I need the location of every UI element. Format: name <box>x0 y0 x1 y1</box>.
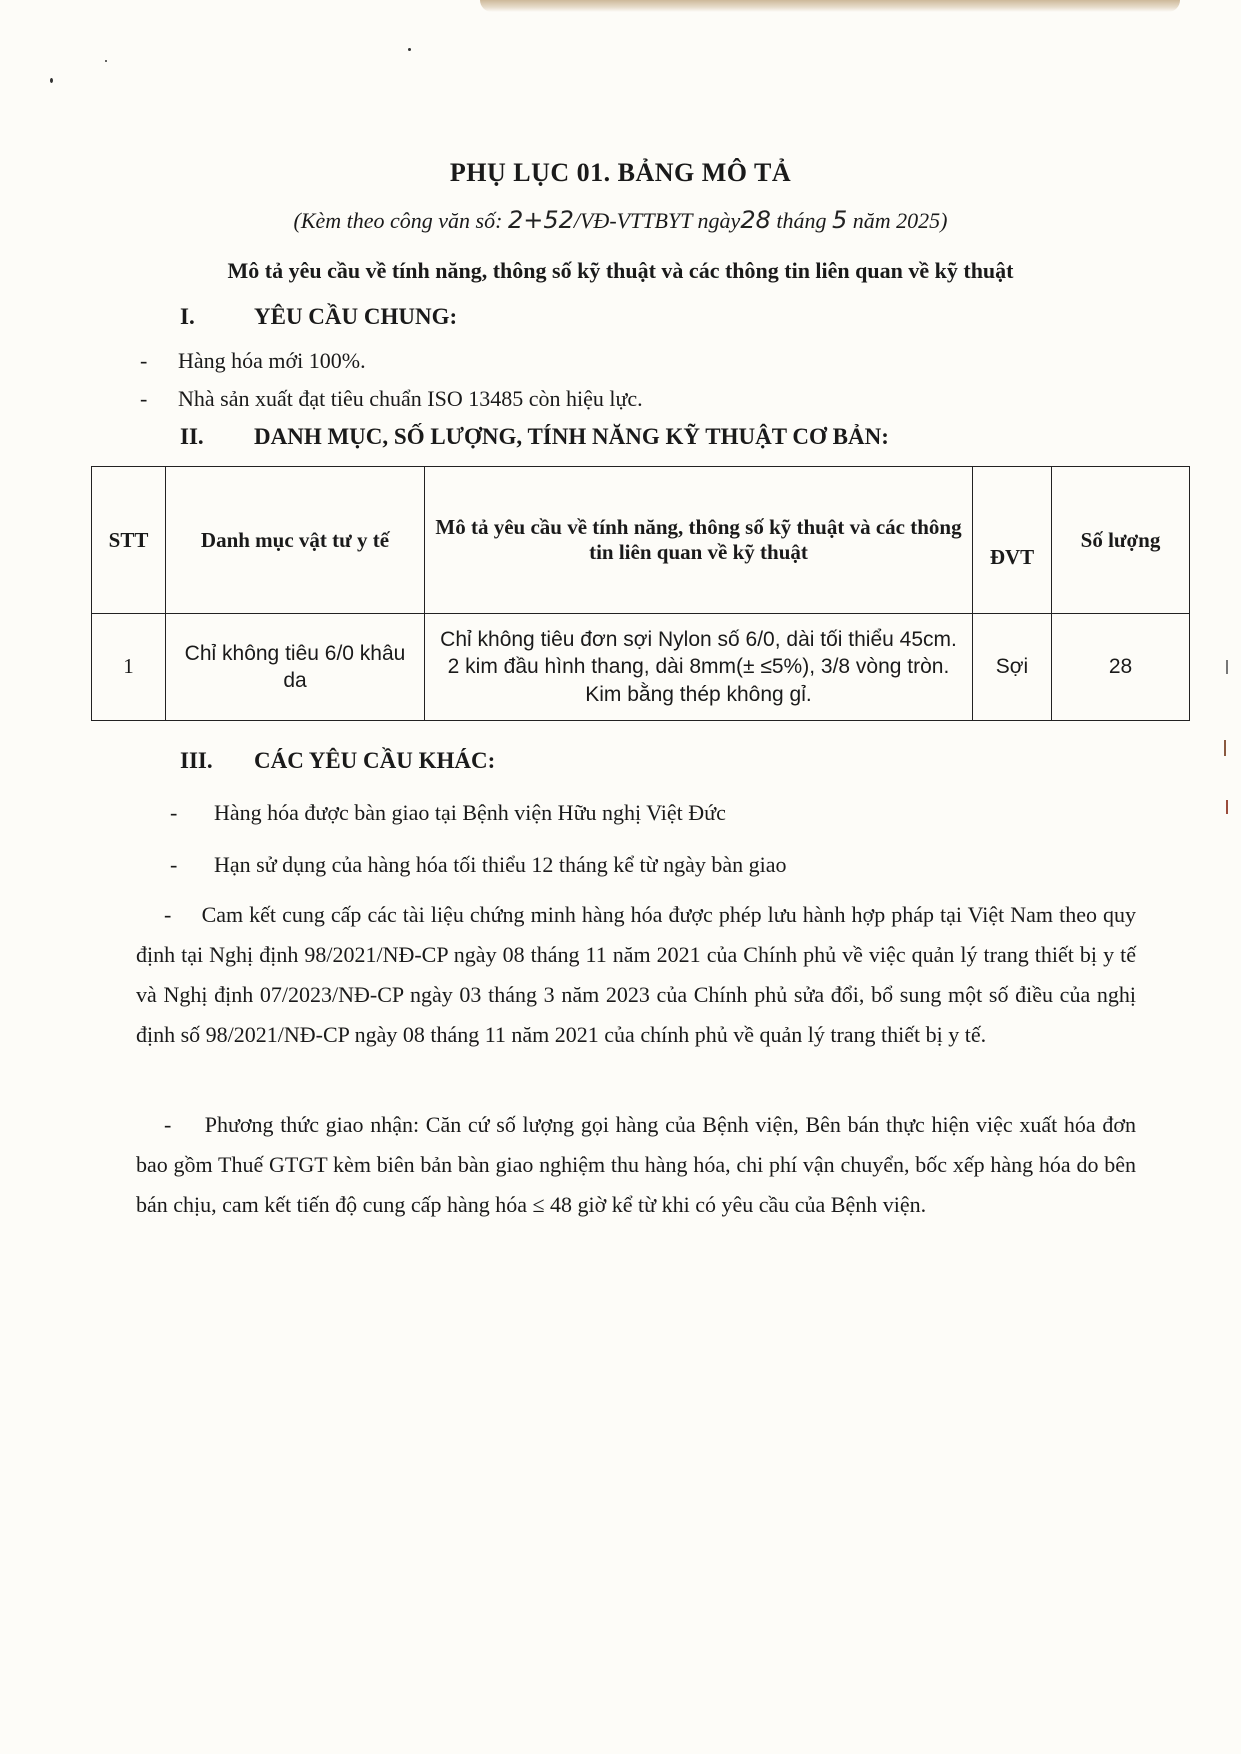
paper-edge-shadow <box>480 0 1180 12</box>
subtitle-month-label: tháng <box>776 208 827 233</box>
list-dash: - <box>170 800 178 825</box>
paragraph-text: Cam kết cung cấp các tài liệu chứng minh hàng hóa được phép lưu hành hợp pháp tại Việt Nam theo quy định tại Nghị định 98/2021/NĐ-CP ngày 08 tháng 11 năm 2021 của Chính phủ về việc quản lý trang thiết bị y tế và Nghị định 07/2023/NĐ-CP ngày 03 tháng 3 năm 2023 của Chính phủ sửa đổi, bổ sung một số điều của nghị định số 98/2021/NĐ-CP ngày 08 tháng 11 năm 2021 của chính phủ về quản lý trang thiết bị y tế. <box>136 902 1137 1047</box>
list-item-text: Nhà sản xuất đạt tiêu chuẩn ISO 13485 còn hiệu lực. <box>178 386 643 411</box>
section-3-number: III. <box>180 748 213 773</box>
subtitle-doc-suffix: /VĐ-VTTBYT ngày <box>573 208 741 233</box>
section-2-title: DANH MỤC, SỐ LƯỢNG, TÍNH NĂNG KỸ THUẬT CƠ BẢN: <box>254 424 889 449</box>
margin-scan-mark <box>1226 660 1240 674</box>
section-3-title: CÁC YÊU CẦU KHÁC: <box>254 748 496 773</box>
section-1-number: I. <box>180 304 195 329</box>
section-2-heading <box>180 424 889 450</box>
document-subtitle <box>0 206 1241 234</box>
handwritten-day: 28 <box>740 206 771 234</box>
list-item-text: Hạn sử dụng của hàng hóa tối thiểu 12 tháng kể từ ngày bàn giao <box>214 852 787 877</box>
subtitle-prefix: (Kèm theo công văn số: <box>293 208 503 233</box>
cell-item-name: Chỉ không tiêu 6/0 khâu da <box>166 614 425 721</box>
scan-speck <box>408 48 411 51</box>
margin-scan-mark <box>1224 740 1240 756</box>
section-3-heading <box>180 748 495 774</box>
table-header-row <box>92 467 1190 614</box>
header-description: Mô tả yêu cầu về tính năng, thông số kỹ thuật và các thông tin liên quan về kỹ thuật <box>425 467 973 614</box>
header-item-name: Danh mục vật tư y tế <box>166 467 425 614</box>
cell-quantity: 28 <box>1052 614 1190 721</box>
scan-speck <box>50 78 53 83</box>
paragraph <box>136 895 1136 1055</box>
cell-unit: Sợi <box>973 614 1052 721</box>
list-item-text: Hàng hóa mới 100%. <box>178 348 366 373</box>
cell-description: Chỉ không tiêu đơn sợi Nylon số 6/0, dài tối thiểu 45cm. 2 kim đầu hình thang, dài 8mm(± ≤5%), 3/8 vòng tròn. Kim bằng thép không gỉ. <box>425 614 973 721</box>
list-item-text: Hàng hóa được bàn giao tại Bệnh viện Hữu nghị Việt Đức <box>214 800 726 825</box>
spec-table <box>91 466 1190 721</box>
document-title: PHỤ LỤC 01. BẢNG MÔ TẢ <box>449 158 792 187</box>
paragraph <box>136 1105 1136 1225</box>
paragraph-text: Phương thức giao nhận: Căn cứ số lượng gọi hàng của Bệnh viện, Bên bán thực hiện việc xuất hóa đơn bao gồm Thuế GTGT kèm biên bản bàn giao nghiệm thu hàng hóa, chi phí vận chuyển, bốc xếp hàng hóa do bên bán chịu, cam kết tiến độ cung cấp hàng hóa ≤ 48 giờ kể từ khi có yêu cầu của Bệnh viện. <box>136 1112 1136 1217</box>
list-dash: - <box>140 348 148 373</box>
section-2-number: II. <box>180 424 204 449</box>
paragraph-dash: - <box>164 1112 205 1137</box>
scan-speck <box>105 60 107 62</box>
paragraph-dash: - <box>164 902 202 927</box>
header-quantity: Số lượng <box>1052 467 1190 614</box>
cell-stt: 1 <box>92 614 166 721</box>
handwritten-doc-number: 2+52 <box>507 206 574 234</box>
header-unit: ĐVT <box>973 467 1052 614</box>
description-heading: Mô tả yêu cầu về tính năng, thông số kỹ thuật và các thông tin liên quan về kỹ thuật <box>227 258 1014 283</box>
table-row <box>92 614 1190 721</box>
section-1-heading <box>180 304 457 330</box>
list-dash: - <box>140 386 148 411</box>
list-dash: - <box>170 852 178 877</box>
handwritten-month: 5 <box>832 206 848 234</box>
margin-scan-mark <box>1226 800 1240 814</box>
subtitle-year: năm 2025) <box>852 208 948 233</box>
header-stt: STT <box>92 467 166 614</box>
section-1-title: YÊU CẦU CHUNG: <box>254 304 458 329</box>
